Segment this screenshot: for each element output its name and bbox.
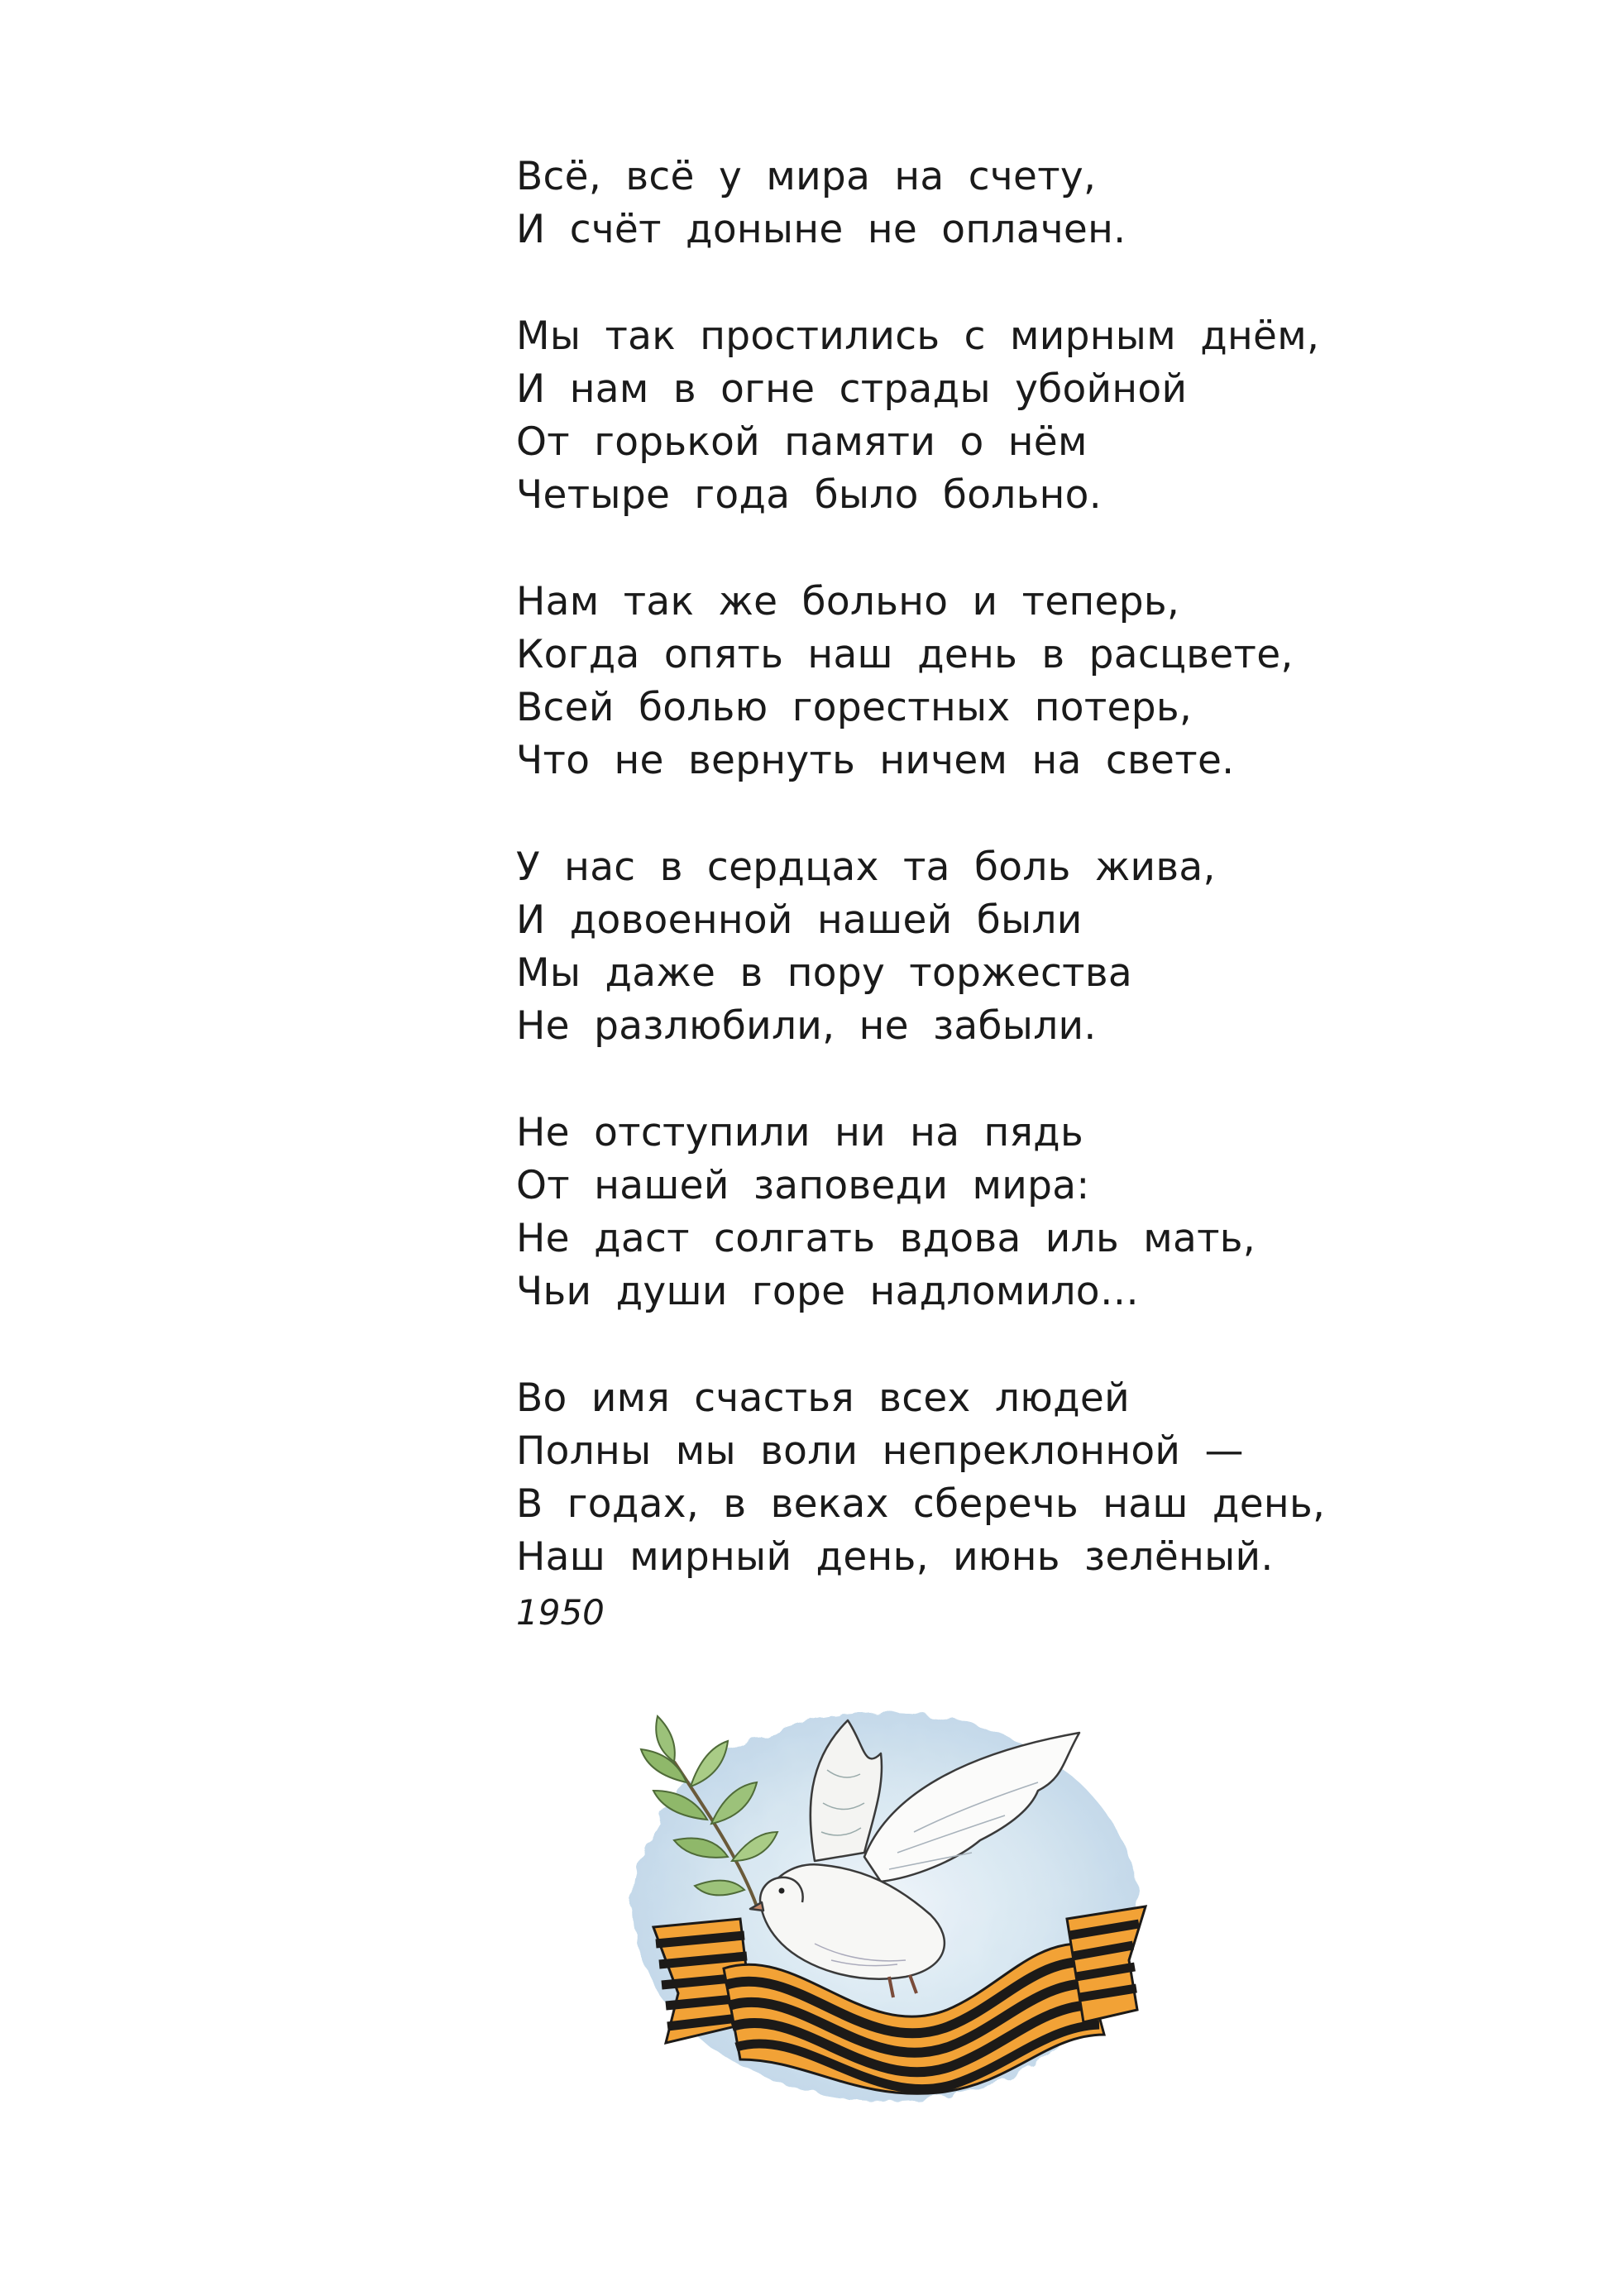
poem-line: От горькой памяти о нём xyxy=(516,419,1088,465)
poem-line: Во имя счастья всех людей xyxy=(516,1375,1130,1421)
dove-ribbon-illustration xyxy=(616,1696,1154,2126)
stanza-4 xyxy=(516,841,1426,1053)
poem-line: В годах, в веках сберечь наш день, xyxy=(516,1481,1326,1527)
poem-line: Четыре года было больно. xyxy=(516,472,1102,518)
poem-line: Чьи души горе надломило… xyxy=(516,1269,1140,1314)
poem-line: Нам так же больно и теперь, xyxy=(516,579,1180,624)
poem-line: И довоенной нашей были xyxy=(516,897,1083,943)
poem-line: Мы так простились с мирным днём, xyxy=(516,313,1320,359)
poem-line: Всей болью горестных потерь, xyxy=(516,685,1193,730)
poem-line: Мы даже в пору торжества xyxy=(516,950,1132,996)
stanza-1 xyxy=(516,151,1426,256)
poem-line: Всё, всё у мира на счету, xyxy=(516,154,1097,199)
poem-line: Когда опять наш день в расцвете, xyxy=(516,632,1294,677)
poem-line: У нас в сердцах та боль жива, xyxy=(516,844,1216,890)
stanza-2 xyxy=(516,310,1426,522)
stanza-6 xyxy=(516,1372,1426,1584)
stanza-3 xyxy=(516,576,1426,787)
poem-line: Не даст солгать вдова иль мать, xyxy=(516,1216,1256,1261)
poem-line: От нашей заповеди мира: xyxy=(516,1163,1090,1208)
poem-line: Что не вернуть ничем на свете. xyxy=(516,738,1235,783)
poem-line: Не разлюбили, не забыли. xyxy=(516,1003,1097,1049)
dove-illustration-svg xyxy=(616,1696,1154,2126)
poem-line: И нам в огне страды убойной xyxy=(516,366,1188,412)
poem-line: Наш мирный день, июнь зелёный. xyxy=(516,1534,1274,1580)
poem xyxy=(516,151,1426,1638)
stanza-5 xyxy=(516,1107,1426,1318)
poem-line: Не отступили ни на пядь xyxy=(516,1110,1083,1155)
poem-year: 1950 xyxy=(516,1592,605,1633)
poem-line: Полны мы воли непреклонной — xyxy=(516,1428,1244,1474)
poem-line: И счёт доныне не оплачен. xyxy=(516,207,1126,252)
